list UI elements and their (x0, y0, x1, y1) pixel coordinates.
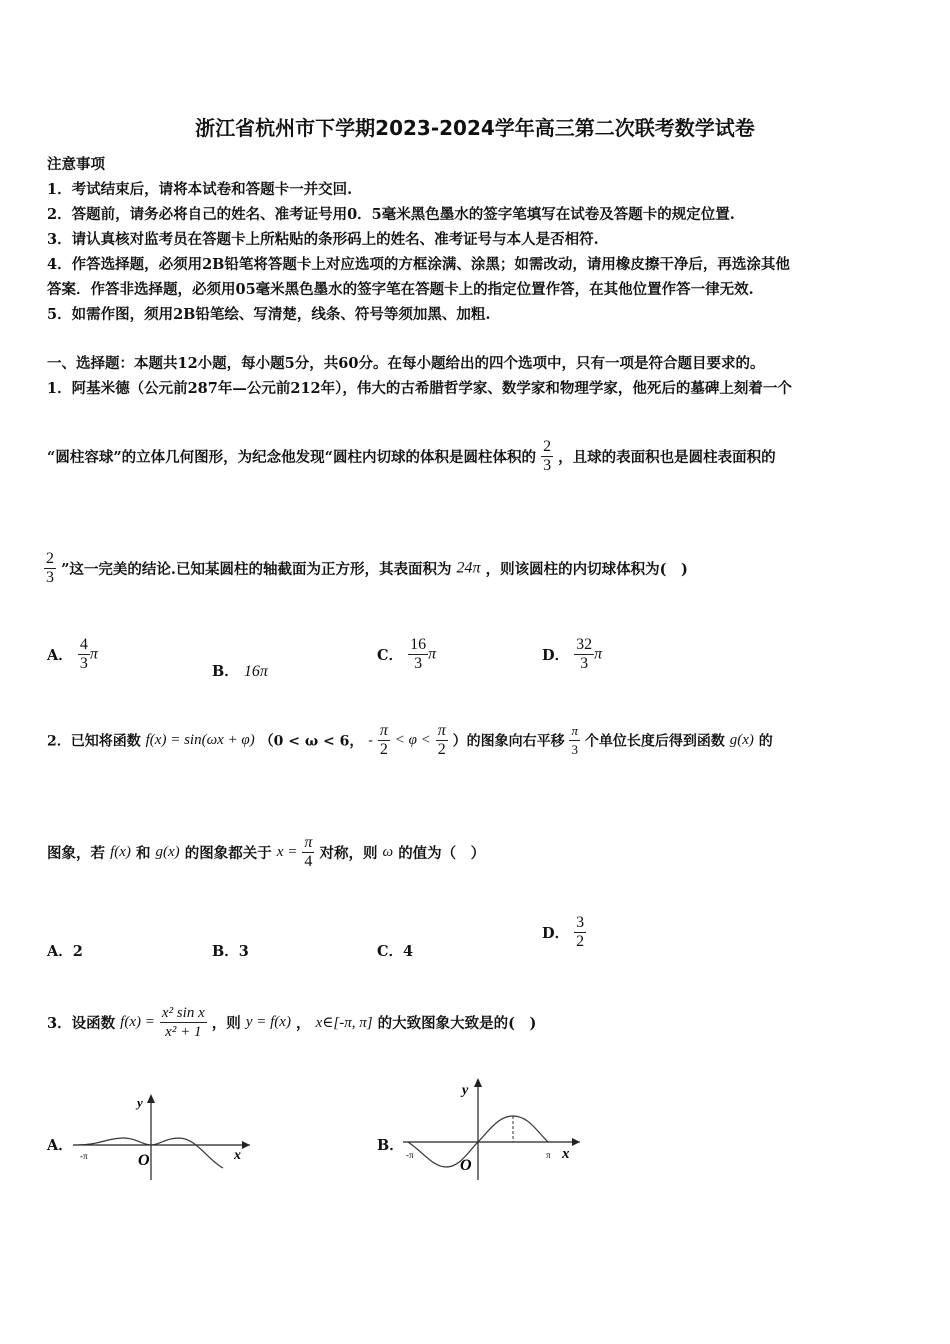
option-fraction-num: 3 (576, 914, 585, 931)
option-fraction-num: 32 (576, 636, 593, 653)
option-fraction-num: 16 (410, 636, 427, 653)
option-pi: π (594, 645, 603, 663)
q2-quarter-pi (302, 834, 314, 871)
q3-line (47, 1004, 536, 1041)
option-pi: π (89, 645, 98, 663)
y-label: y (462, 1083, 469, 1098)
option-label: B． (212, 663, 239, 680)
q3-frac-num: x² sin x (161, 1005, 205, 1021)
y-arrow-icon (147, 1094, 155, 1103)
notice-item: 2．答题前，请务必将自己的姓名、准考证号用0．5毫米黑色墨水的签字笔填写在试卷及答题卡的规定位置. (47, 206, 735, 223)
option-label: D． (542, 647, 570, 664)
q1-option-c[interactable] (377, 636, 436, 673)
q2-he: 和 (135, 845, 151, 862)
frac-num: π (569, 722, 580, 741)
notice-item: 5．如需作图，须用2B铅笔绘、写清楚，线条、符号等须加黑、加粗. (47, 306, 491, 323)
q2-x-eq: x = (276, 844, 298, 860)
q3-y-eq: y = f(x) (245, 1014, 291, 1030)
q2-option-a[interactable] (47, 940, 83, 961)
option-label: C． (377, 943, 404, 960)
section-heading: 一、选择题：本题共12小题，每小题5分，共60分。在每小题给出的四个选项中，只有一项是符合题目要求的。 (47, 355, 765, 372)
notice-item: 1．考试结束后，请将本试卷和答题卡一并交回. (47, 181, 353, 198)
option-fraction-den: 3 (580, 655, 589, 672)
q2-inequality: < φ < (394, 732, 431, 748)
q2-option-d[interactable] (542, 914, 586, 951)
q3-lead: 3．设函数 (47, 1015, 116, 1032)
page-title: 浙江省杭州市下学期2023-2024学年高三第二次联考数学试卷 (195, 116, 755, 140)
q2-de: 的 (758, 733, 773, 750)
q3-fx: f(x) = (120, 1014, 155, 1030)
option-fraction (408, 636, 428, 673)
frac-num: π (379, 722, 388, 739)
q2-half-pi (436, 722, 448, 759)
option-pi: π (428, 645, 437, 663)
q1-area: 24π (456, 559, 481, 577)
tick-neg-pi: -π (80, 1151, 88, 1161)
q2-shift-fraction (569, 722, 580, 759)
frac-den: 2 (379, 741, 388, 758)
notice-item: 4．作答选择题，必须用2B铅笔将答题卡上对应选项的方框涂满、涂黑；如需改动，请用橡皮擦干净后，再选涂其他 (47, 256, 790, 273)
q1-fraction-den: 3 (543, 457, 552, 474)
option-value: 4 (403, 943, 414, 960)
option-fraction (574, 636, 594, 673)
q2-lead: 2．已知将函数 (47, 733, 141, 750)
q3-then: ，则 (211, 1015, 241, 1032)
q3-tail: 的大致图象大致是的( ) (377, 1015, 537, 1032)
frac-num: π (437, 722, 446, 739)
frac-den: 4 (304, 853, 313, 870)
option-fraction-den: 3 (414, 655, 423, 672)
frac-num: π (304, 834, 313, 851)
q2-condition-1: （0 < ω < 6， (259, 733, 364, 750)
q1-line3 (44, 550, 688, 587)
frac-den: 2 (437, 741, 446, 758)
option-fraction-den: 2 (576, 933, 585, 950)
q2-option-c[interactable] (377, 940, 413, 961)
y-label: y (137, 1095, 143, 1110)
option-label: A． (47, 647, 73, 664)
q3-comma: ， (296, 1015, 311, 1032)
q2-text: 图象，若 (47, 845, 105, 862)
q2-f: f(x) (110, 844, 131, 860)
q2-text: 的值为（ ） (398, 845, 486, 862)
origin-label: O (460, 1157, 472, 1174)
q1-fraction-2-num: 2 (46, 550, 54, 567)
option-value: 16π (243, 663, 268, 680)
option-label: A． (47, 943, 73, 960)
origin-label: O (138, 1152, 150, 1169)
option-label: A． (47, 1137, 73, 1154)
q2-function: f(x) = sin(ωx + φ) (145, 732, 255, 748)
x-arrow-icon (572, 1138, 580, 1146)
frac-den: 3 (571, 742, 578, 757)
option-label: D． (542, 925, 570, 942)
option-fraction-den: 3 (79, 655, 88, 672)
notice-item: 3．请认真核对监考员在答题卡上所粘贴的条形码上的姓名、准考证号与本人是否相符. (47, 231, 599, 248)
q1-line2 (47, 438, 776, 475)
notice-item: 答案．作答非选择题，必须用05毫米黑色墨水的签字笔在答题卡上的指定位置作答，在其他位置作答一律无效. (47, 281, 754, 298)
q2-minus: - (368, 732, 373, 749)
q2-line2 (47, 834, 485, 871)
option-fraction (574, 914, 586, 951)
q2-g-function: g(x) (729, 732, 754, 748)
q2-neg-half-pi (378, 722, 390, 759)
q2-text: 的图象都关于 (184, 845, 272, 862)
option-fraction-num: 4 (79, 636, 88, 653)
q1-option-a[interactable] (47, 636, 98, 673)
q1-line3-text-a: ”这一完美的结论.已知某圆柱的轴截面为正方形，其表面积为 (61, 561, 452, 578)
q1-line2-text-a: “圆柱容球”的立体几何图形，为纪念他发现“圆柱内切球的体积是圆柱体积的 (47, 449, 537, 466)
q2-text: 对称，则 (319, 845, 378, 862)
option-value: 2 (72, 943, 83, 960)
q1-line3-text-b: ，则该圆柱的内切球体积为( ) (485, 561, 688, 578)
tick-pi: π (546, 1150, 551, 1160)
q1-fraction-num: 2 (543, 438, 552, 455)
option-value: 3 (238, 943, 249, 960)
option-label: B． (377, 1137, 404, 1154)
option-label: C． (377, 647, 404, 664)
q1-fraction-2-den: 3 (46, 569, 54, 586)
q3-graph-b (398, 1072, 588, 1187)
q3-fraction (160, 1004, 207, 1041)
q2-line1 (47, 722, 773, 759)
q2-shift-text: ）的图象向右平移 (452, 733, 565, 750)
q1-line2-text-b: ，且球的表面积也是圆柱表面积的 (558, 449, 776, 466)
notice-heading: 注意事项 (47, 156, 105, 173)
q2-g: g(x) (155, 844, 180, 860)
q1-fraction-2 (44, 550, 56, 587)
x-arrow-icon (242, 1141, 250, 1149)
q2-option-b[interactable] (212, 940, 249, 961)
q3-frac-den: x² + 1 (165, 1024, 202, 1040)
q2-omega: ω (382, 844, 394, 860)
x-label: x (234, 1148, 241, 1163)
q2-mid-text: 个单位长度后得到函数 (584, 733, 725, 750)
q1-line1: 1．阿基米德（公元前287年—公元前212年），伟大的古希腊哲学家、数学家和物理学家，他死后的墓碑上刻着一个 (47, 380, 792, 397)
q1-fraction (541, 438, 553, 475)
q3-domain: x∈[-π, π] (315, 1015, 373, 1031)
q3-graph-a (68, 1088, 258, 1188)
option-label: B． (212, 943, 239, 960)
q1-option-d[interactable] (542, 636, 602, 673)
q1-option-b[interactable] (212, 660, 268, 681)
y-arrow-icon (474, 1078, 482, 1087)
option-fraction (78, 636, 90, 673)
x-label: x (562, 1146, 570, 1162)
tick-neg-pi: -π (406, 1150, 414, 1160)
